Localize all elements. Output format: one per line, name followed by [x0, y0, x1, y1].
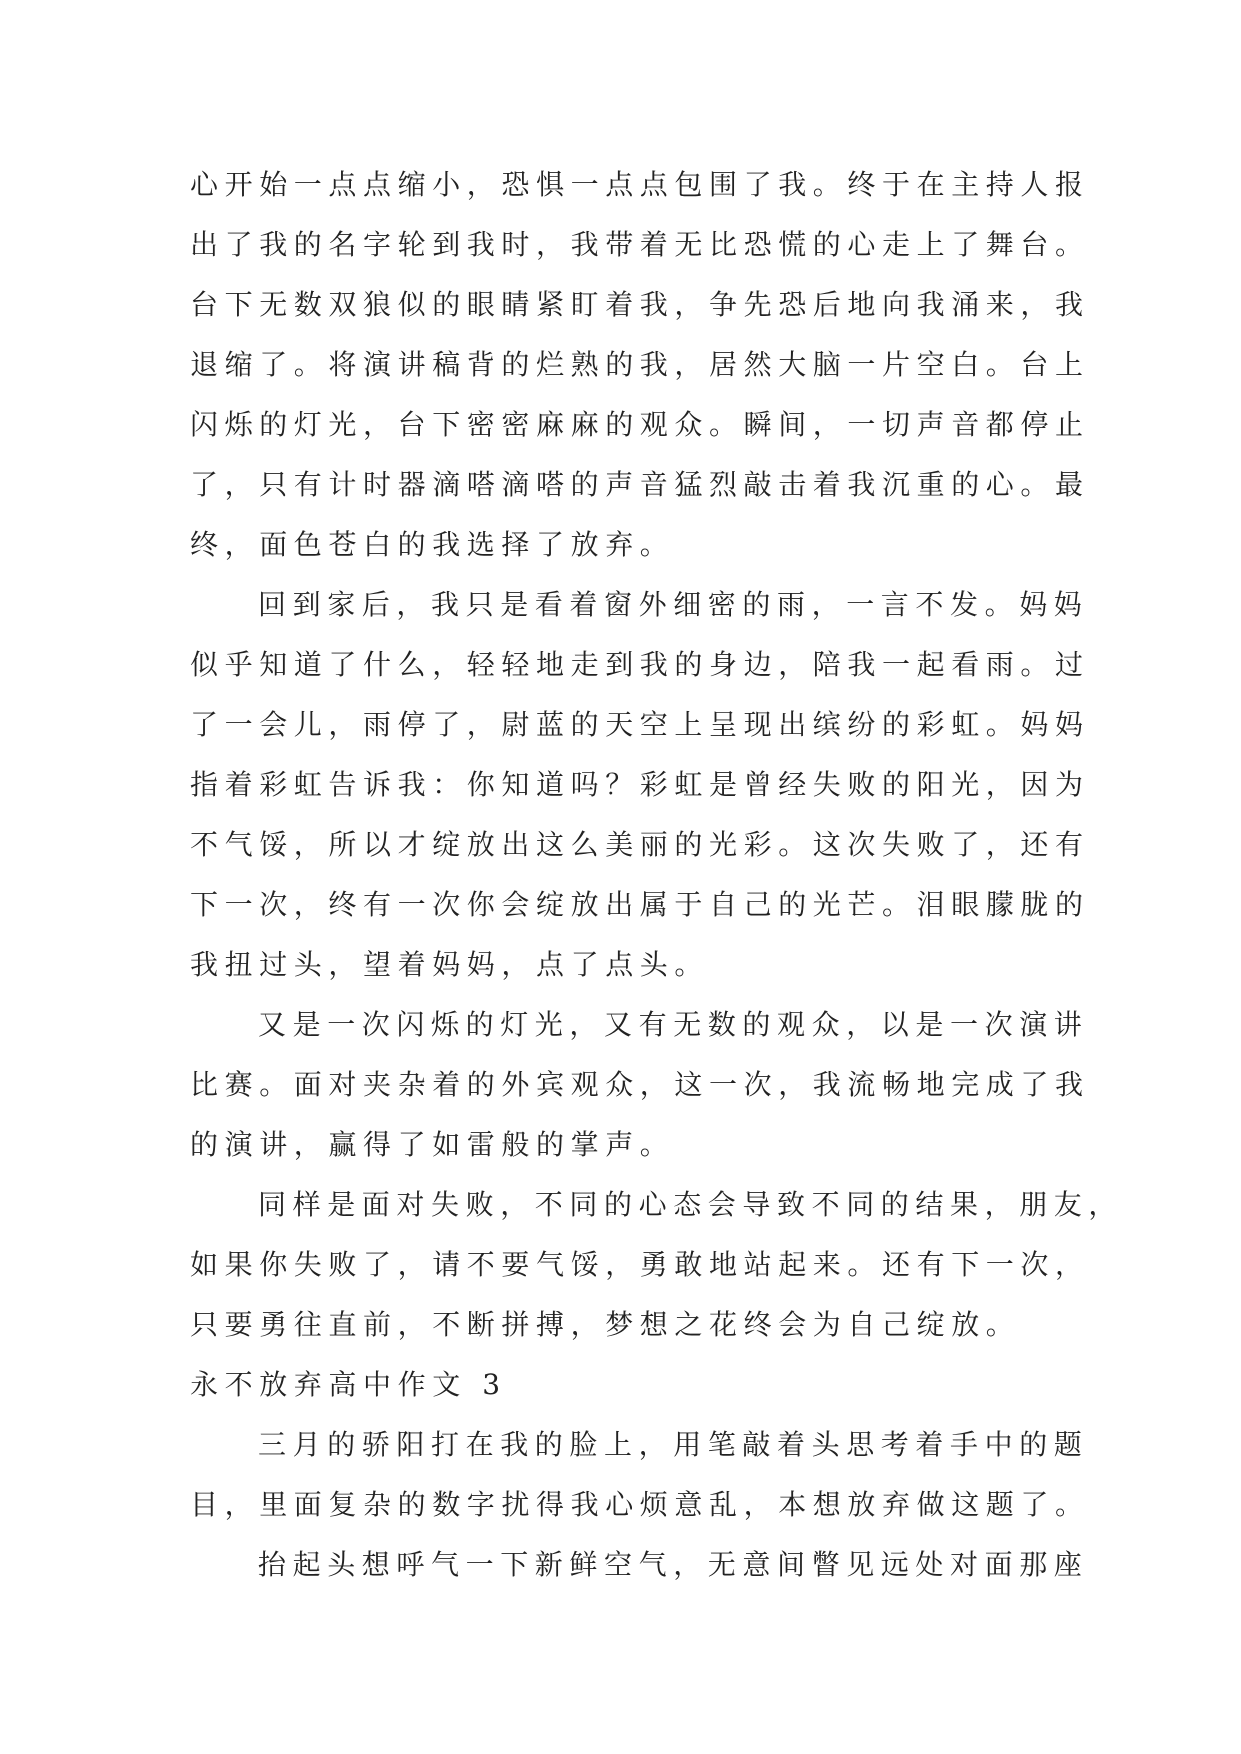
text-line: 终，面色苍白的我选择了放弃。 [190, 528, 675, 561]
text-line: 永不放弃高中作文 3 [190, 1368, 507, 1401]
text-line: 心开始一点点缩小，恐惧一点点包围了我。终于在主持人报 [190, 168, 1090, 201]
text-line: 出了我的名字轮到我时，我带着无比恐慌的心走上了舞台。 [190, 228, 1090, 261]
text-line: 同样是面对失败，不同的心态会导致不同的结果，朋友， [258, 1188, 1124, 1221]
text-line: 下一次，终有一次你会绽放出属于自己的光芒。泪眼朦胧的 [190, 888, 1090, 921]
text-line: 台下无数双狼似的眼睛紧盯着我，争先恐后地向我涌来，我 [190, 288, 1090, 321]
text-line: 只要勇往直前，不断拼搏，梦想之花终会为自己绽放。 [190, 1308, 1021, 1341]
text-line: 似乎知道了什么，轻轻地走到我的身边，陪我一起看雨。过 [190, 648, 1090, 681]
text-line: 目，里面复杂的数字扰得我心烦意乱，本想放弃做这题了。 [190, 1488, 1090, 1521]
text-line: 如果你失败了，请不要气馁，勇敢地站起来。还有下一次， [190, 1248, 1090, 1281]
text-line: 三月的骄阳打在我的脸上，用笔敲着头思考着手中的题 [258, 1428, 1089, 1461]
text-line: 退缩了。将演讲稿背的烂熟的我，居然大脑一片空白。台上 [190, 348, 1090, 381]
text-line: 了一会儿，雨停了，尉蓝的天空上呈现出缤纷的彩虹。妈妈 [190, 708, 1090, 741]
text-line: 比赛。面对夹杂着的外宾观众，这一次，我流畅地完成了我 [190, 1068, 1090, 1101]
text-line: 抬起头想呼气一下新鲜空气，无意间瞥见远处对面那座 [258, 1548, 1089, 1581]
document-body [190, 155, 1124, 1595]
text-line: 回到家后，我只是看着窗外细密的雨，一言不发。妈妈 [258, 588, 1089, 621]
text-line: 又是一次闪烁的灯光，又有无数的观众，以是一次演讲 [258, 1008, 1089, 1041]
text-line: 指着彩虹告诉我：你知道吗？彩虹是曾经失败的阳光，因为 [190, 768, 1090, 801]
text-line: 了，只有计时器滴嗒滴嗒的声音猛烈敲击着我沉重的心。最 [190, 468, 1090, 501]
text-line: 我扭过头，望着妈妈，点了点头。 [190, 948, 710, 981]
text-line: 不气馁，所以才绽放出这么美丽的光彩。这次失败了，还有 [190, 828, 1090, 861]
text-line: 闪烁的灯光，台下密密麻麻的观众。瞬间，一切声音都停止 [190, 408, 1090, 441]
text-line: 的演讲，赢得了如雷般的掌声。 [190, 1128, 675, 1161]
